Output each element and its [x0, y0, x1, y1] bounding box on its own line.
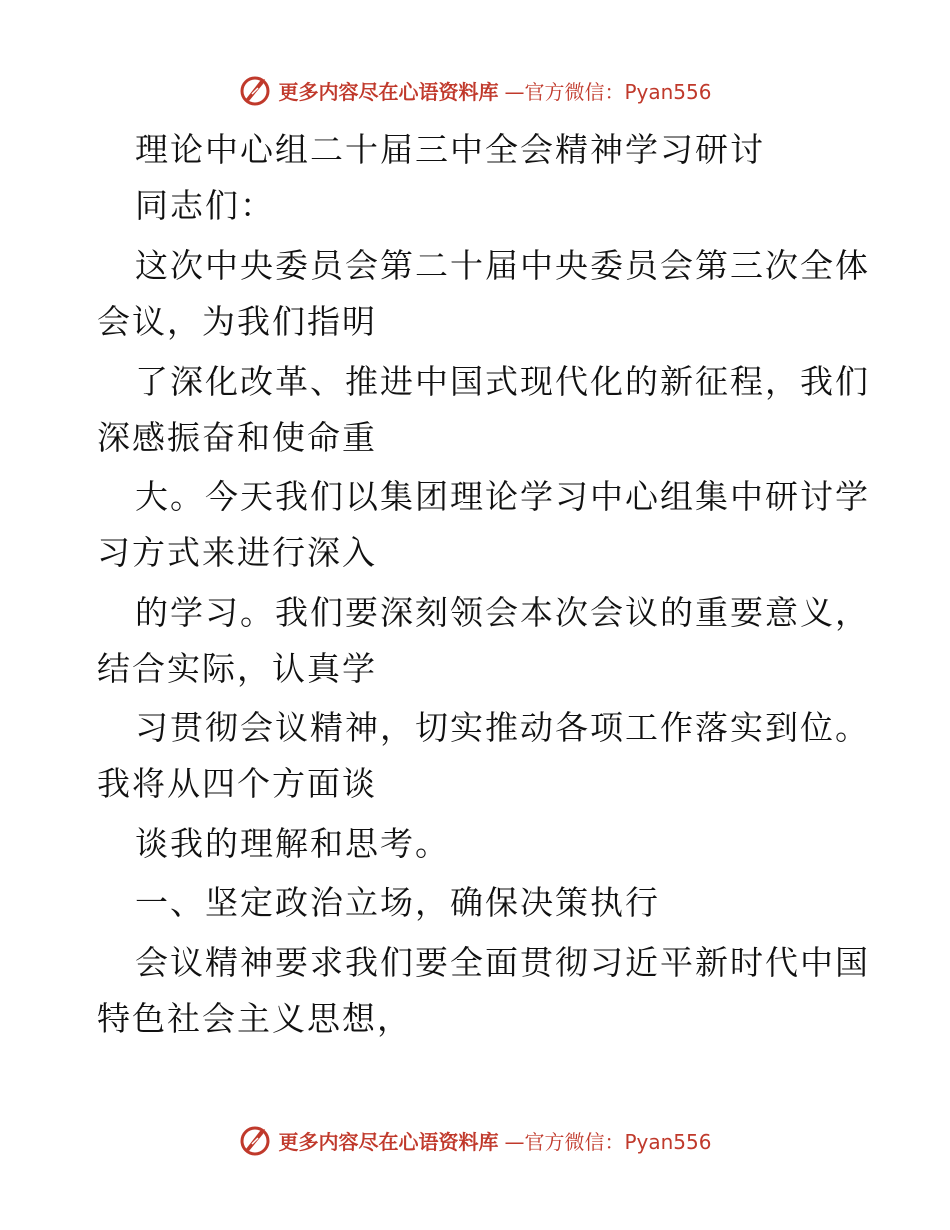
paragraph-line: 的学习。我们要深刻领会本次会议的重要意义，: [135, 593, 870, 632]
paragraph-line: 结合实际，认真学: [97, 649, 377, 688]
paragraph-line: 特色社会主义思想，: [97, 999, 412, 1038]
header-banner: [0, 70, 950, 110]
section-heading: 一、坚定政治立场，确保决策执行: [135, 883, 660, 922]
paragraph-line: 习方式来进行深入: [97, 533, 377, 572]
paragraph-line: 了深化改革、推进中国式现代化的新征程，我们: [135, 362, 870, 401]
paragraph-line: 这次中央委员会第二十届中央委员会第三次全体: [135, 246, 870, 285]
paragraph-line: 我将从四个方面谈: [97, 764, 377, 803]
paragraph-line: 深感振奋和使命重: [97, 418, 377, 457]
banner-site-text: 更多内容尽在心语资料库: [278, 1129, 499, 1154]
quill-pen-logo-icon: [238, 73, 272, 107]
paragraph-line: 会议，为我们指明: [97, 302, 377, 341]
paragraph-line: 习贯彻会议精神，切实推动各项工作落实到位。: [135, 708, 870, 747]
paragraph-line: 大。今天我们以集团理论学习中心组集中研讨学: [135, 477, 870, 516]
footer-banner: [0, 1120, 950, 1160]
salutation: 同志们：: [135, 186, 275, 225]
paragraph-line: 谈我的理解和思考。: [135, 824, 450, 863]
banner-site-text: 更多内容尽在心语资料库: [278, 79, 499, 104]
paragraph-line: 会议精神要求我们要全面贯彻习近平新时代中国: [135, 943, 870, 982]
quill-pen-logo-icon: [238, 1123, 272, 1157]
document-title: 理论中心组二十届三中全会精神学习研讨: [135, 130, 765, 169]
banner-wechat-text: —官方微信：Pyan556: [504, 1129, 712, 1154]
banner-wechat-text: —官方微信：Pyan556: [504, 79, 712, 104]
